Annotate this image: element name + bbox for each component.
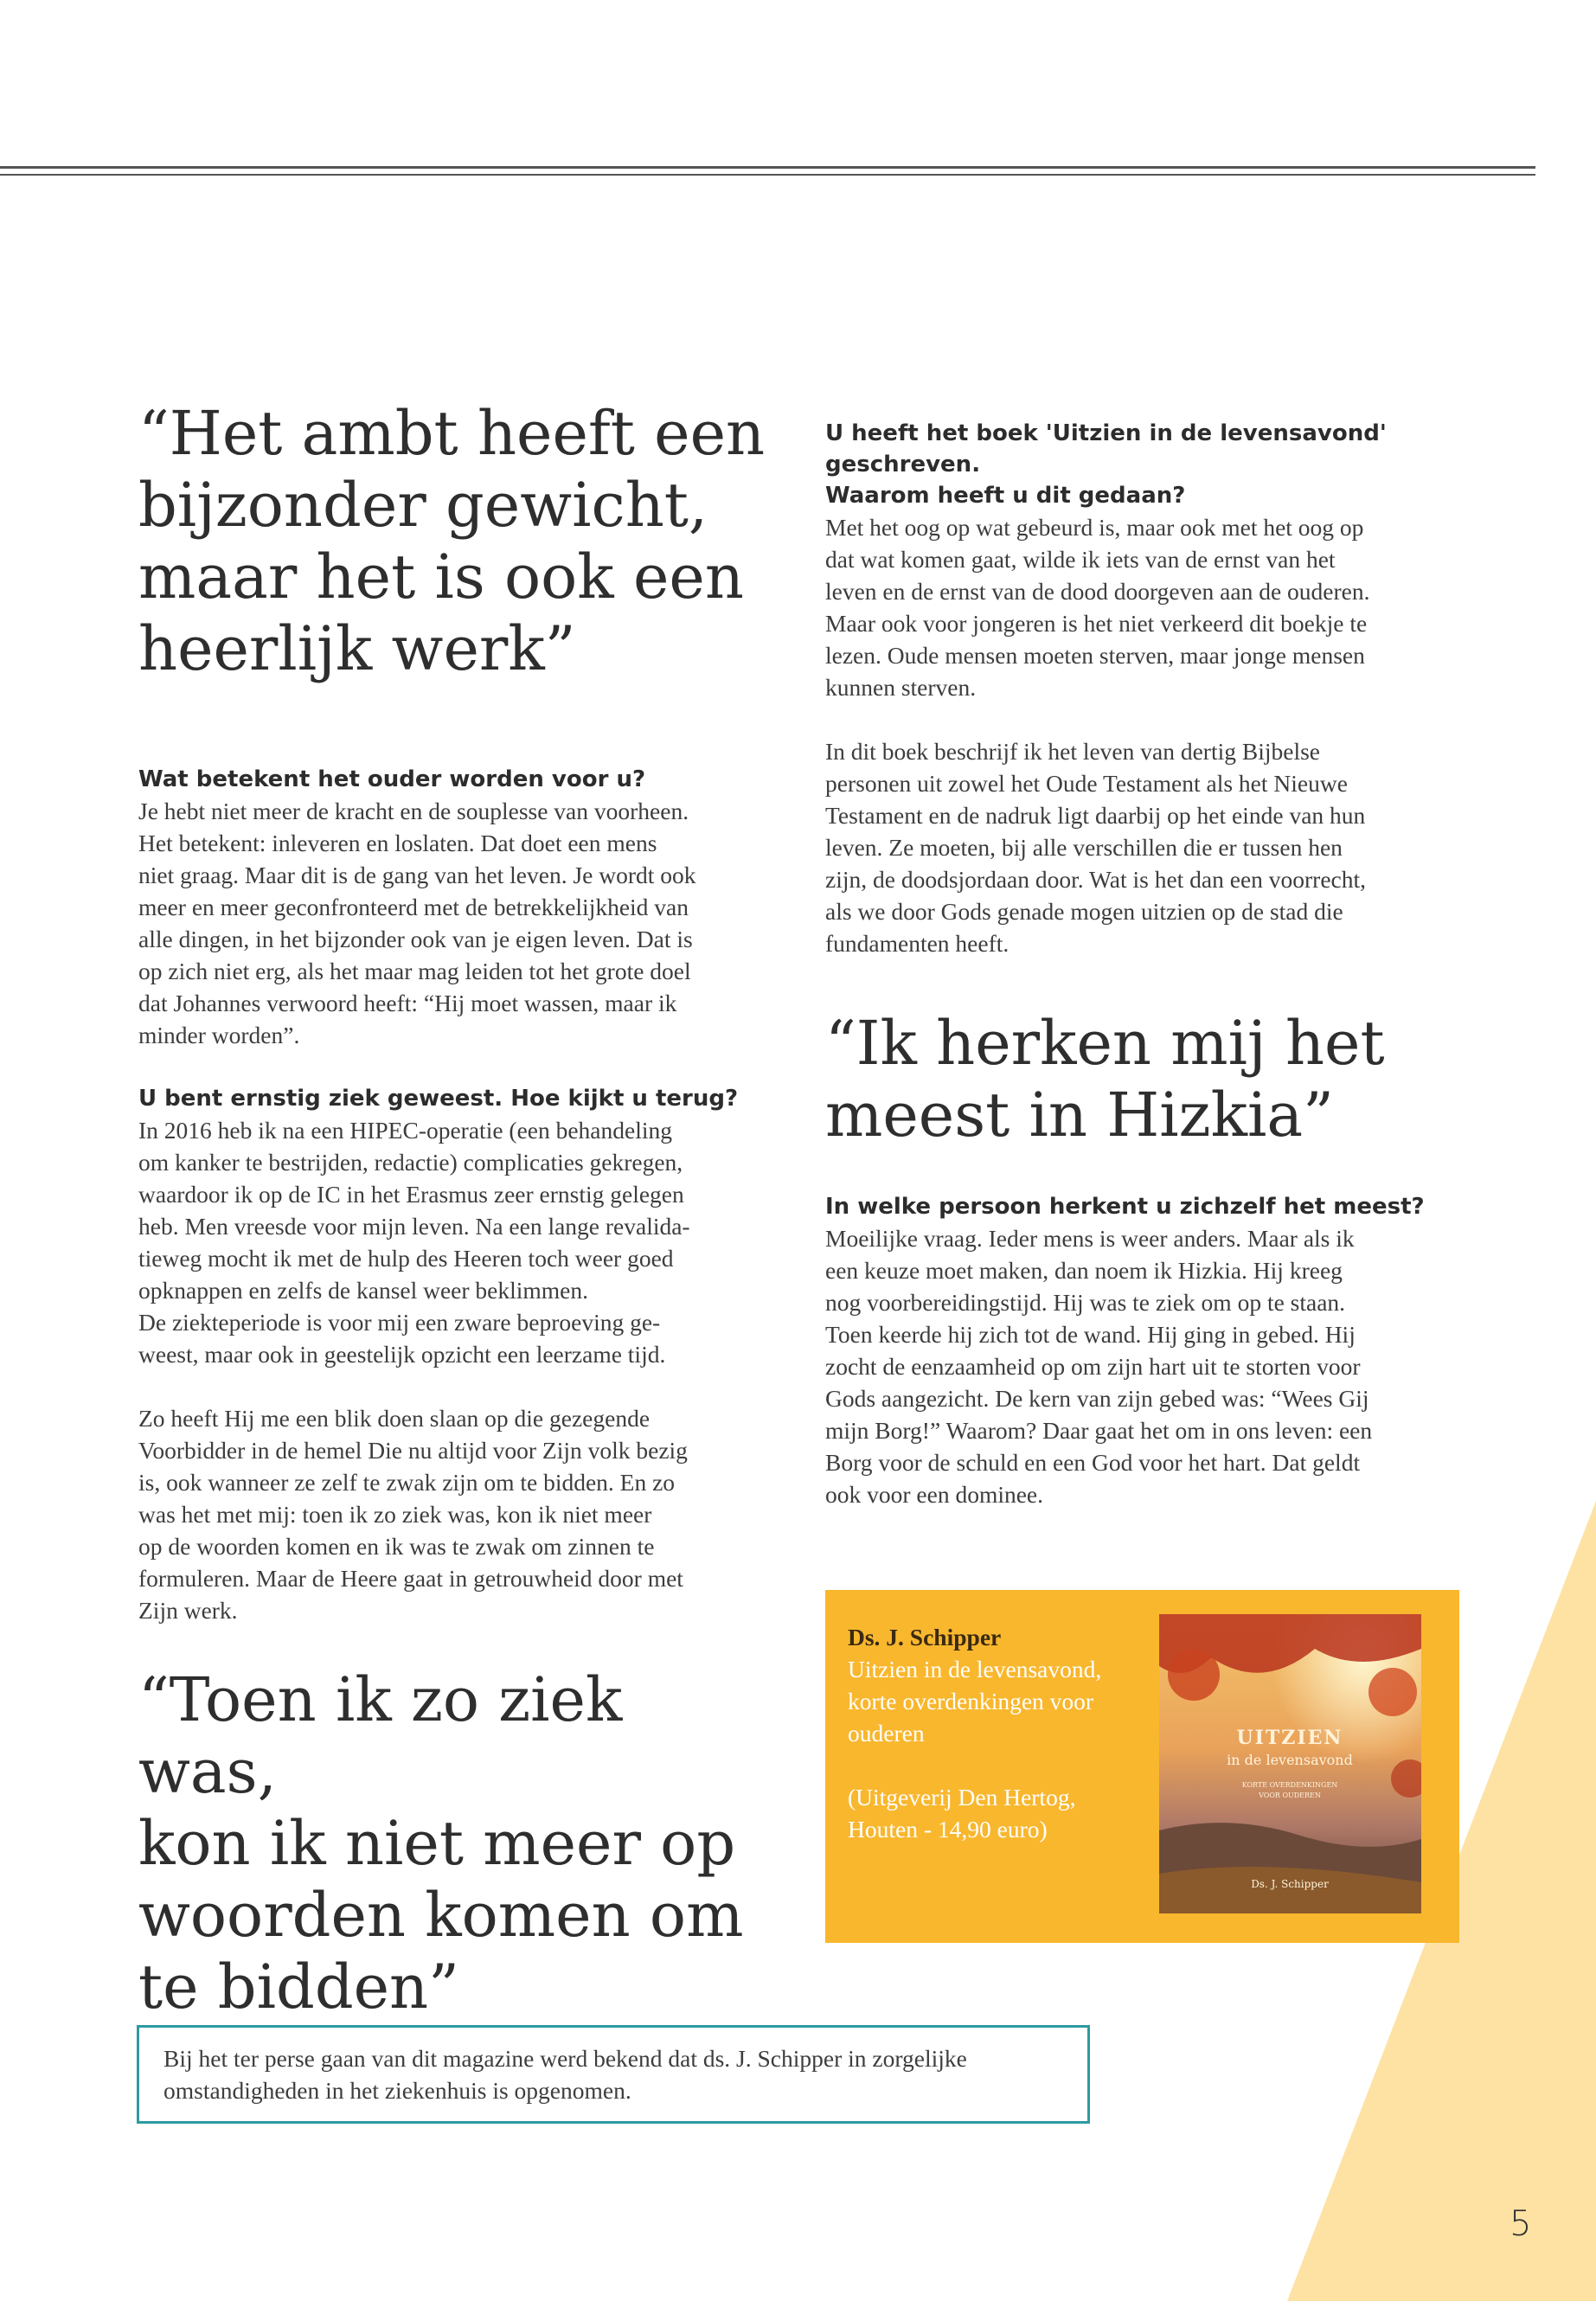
cover-title: UITZIEN <box>1236 1727 1343 1749</box>
paragraph-dertig-personen: In dit boek beschrijf ik het leven van dertig Bijbelse personen uit zowel het Oude Testament als het Nieuwe Testament en de nadruk ligt daarbij op het einde van hun leven. Ze moeten, bij alle verschillen die er tussen hen zijn, de doodsjordaan door. Wat is het dan een voorrecht, als we door Gods genade mogen uitzien op de stad die fundamenten heeft. <box>825 738 1367 957</box>
page-number: 5 <box>1509 2204 1532 2244</box>
book-author: Ds. J. Schipper <box>848 1624 1002 1650</box>
right-column <box>825 418 1457 1510</box>
answer-boek: Met het oog op wat gebeurd is, maar ook met het oog op dat wat komen gaat, wilde ik iets van de ernst van het leven en de ernst van de dood doorgeven aan de ouderen. Maar ook voor jongeren is het niet verkeerd dit boekje te lezen. Oude mensen moeten sterven, maar jonge mensen kunnen sterven. <box>825 514 1370 701</box>
question-ziek-geweest: U bent ernstig ziek geweest. Hoe kijkt u terug? <box>138 1086 739 1112</box>
question-herkent: In welke persoon herkent u zichzelf het meest? <box>825 1194 1425 1220</box>
answer-herkent: Moeilijke vraag. Ieder mens is weer anders. Maar als ik een keuze moet maken, dan noem ik Hizkia. Hij kreeg nog voorbereidingstijd. Hij was te ziek om op te staan. Toen keerde hij zich tot de wand. Hij ging in gebed. Hij zocht de eenzaamheid op om zijn hart uit te storten voor Gods aangezicht. De kern van zijn gebed was: “Wees Gij mijn Borg!” Waarom? Daar gaat het om in ons leven: een Borg voor de schuld en een God voor het hart. Dat geldt ook voor een dominee. <box>825 1225 1373 1508</box>
answer-ziek-geweest: In 2016 heb ik na een HIPEC-operatie (een behandeling om kanker te bestrijden, redactie) complicaties gekregen, waardoor ik op de IC in het Erasmus zeer ernstig gelegen heb. Men vreesde voor mijn leven. Na een lange revalida- tieweg mocht ik met de hulp des Heeren toch weer goed opknappen en zelfs de kansel weer beklimmen. De ziekteperiode is voor mij een zware beproeving ge- weest, maar ook in geestelijk opzicht een leerzame tijd. <box>138 1117 690 1368</box>
notice-box: Bij het ter perse gaan van dit magazine werd bekend dat ds. J. Schipper in zorgelijke omstandigheden in het ziekenhuis is opgenomen. <box>137 2025 1090 2124</box>
cover-tagline-2: VOOR OUDEREN <box>1259 1791 1321 1799</box>
pull-quote-hizkia: “Ik herken mij het meest in Hizkia” <box>825 1008 1385 1150</box>
book-info-text: Ds. J. Schipper Uitzien in de levensavond, korte overdenkingen voor ouderen (Uitgeverij Den Hertog, Houten - 14,90 euro) <box>848 1621 1133 1845</box>
cover-author: Ds. J. Schipper <box>1251 1878 1329 1890</box>
paragraph-voorbidder: Zo heeft Hij me een blik doen slaan op die gezegende Voorbidder in de hemel Die nu altijd voor Zijn volk bezig is, ook wanneer ze zelf te zwak zijn om te bidden. En zo was het met mij: toen ik zo ziek was, kon ik niet meer op de woorden komen en ik was te zwak om zinnen te formuleren. Maar de Heere gaat in getrouwheid door met Zijn werk. <box>138 1405 688 1624</box>
cover-tagline-1: KORTE OVERDENKINGEN <box>1241 1781 1338 1789</box>
cover-subtitle: in de levensavond <box>1227 1752 1353 1768</box>
pull-quote-bidden: “Toen ik zo ziek was, kon ik niet meer op woorden komen om te bidden” <box>138 1664 744 2022</box>
question-boek: U heeft het boek 'Uitzien in de levensavond' geschreven. Waarom heeft u dit gedaan? <box>825 420 1387 509</box>
pull-quote-ambt: “Het ambt heeft een bijzonder gewicht, maar het is ook een heerlijk werk” <box>138 398 766 684</box>
left-column <box>138 398 779 2023</box>
book-cover-image <box>1159 1614 1421 1913</box>
answer-ouder-worden: Je hebt niet meer de kracht en de souplesse van voorheen. Het betekent: inleveren en loslaten. Dat doet een mens niet graag. Maar dit is de gang van het leven. Je wordt ook meer en meer geconfronteerd met de betrekkelijkheid van alle dingen, in het bijzonder ook van je eigen leven. Dat is op zich niet erg, als het maar mag leiden tot het grote doel dat Johannes verwoord heeft: “Hij moet wassen, maar ik minder worden”. <box>138 798 696 1048</box>
question-ouder-worden: Wat betekent het ouder worden voor u? <box>138 766 646 792</box>
book-info-box <box>825 1590 1459 1943</box>
